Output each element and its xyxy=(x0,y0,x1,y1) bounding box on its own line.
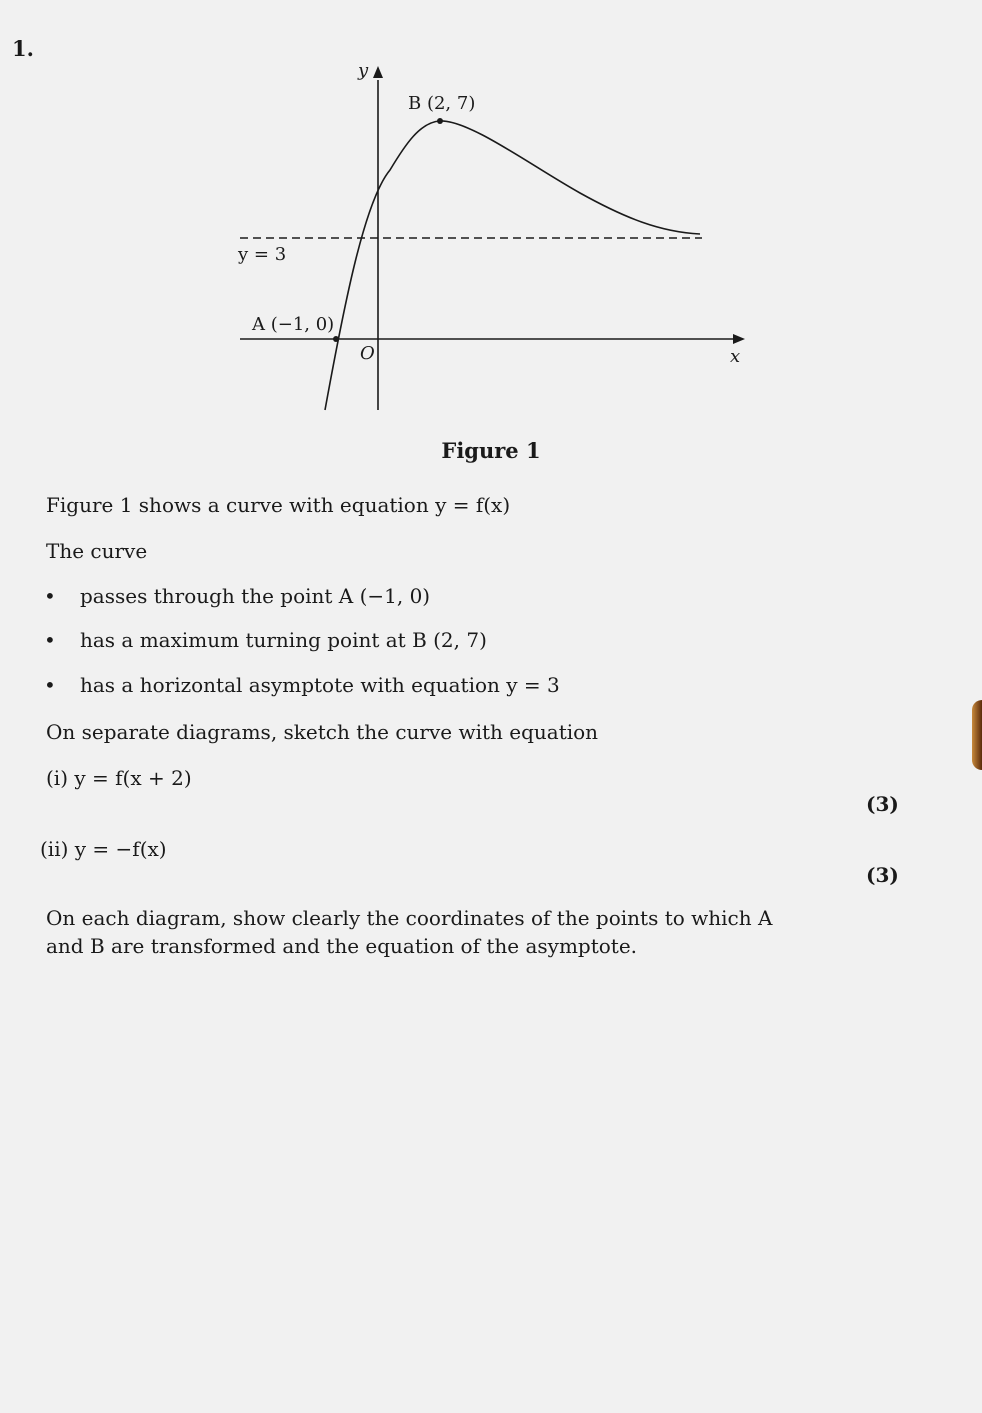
point-b-marker xyxy=(437,118,443,124)
point-b-label: B (2, 7) xyxy=(408,93,476,114)
y-axis-arrow xyxy=(373,66,383,78)
closing-instruction: On each diagram, show clearly the coordinates of the points to which A and B are transformed and the equation of the asymptote. xyxy=(46,906,773,958)
figure-caption: Figure 1 xyxy=(441,438,541,463)
origin-label: O xyxy=(360,343,375,364)
x-axis-arrow xyxy=(733,334,745,344)
bullet-marker: • xyxy=(44,628,56,652)
intro-line: Figure 1 shows a curve with equation y = f(x) xyxy=(46,493,511,517)
edge-artifact xyxy=(972,700,982,770)
question-number: 1. xyxy=(12,36,34,61)
point-a-marker xyxy=(333,336,339,342)
bullet-marker: • xyxy=(44,673,56,697)
bullet-item: has a maximum turning point at B (2, 7) xyxy=(80,628,487,652)
bullet-marker: • xyxy=(44,584,56,608)
bullet-item: passes through the point A (−1, 0) xyxy=(80,584,431,608)
the-curve-line: The curve xyxy=(46,539,148,563)
bullet-item: has a horizontal asymptote with equation y = 3 xyxy=(80,673,560,697)
part-ii-marks: (3) xyxy=(866,863,899,887)
curve-y-equals-f-x xyxy=(325,121,700,410)
part-i-label: (i) y = f(x + 2) xyxy=(46,766,192,790)
part-ii-label: (ii) y = −f(x) xyxy=(40,837,167,861)
asymptote-label: y = 3 xyxy=(238,244,287,265)
part-i-marks: (3) xyxy=(866,792,899,816)
figure-1-graph xyxy=(0,0,982,440)
x-axis-label: x xyxy=(730,346,741,367)
point-a-label: A (−1, 0) xyxy=(252,314,335,335)
y-axis-label: y xyxy=(358,60,369,81)
instruction-line: On separate diagrams, sketch the curve with equation xyxy=(46,720,599,744)
